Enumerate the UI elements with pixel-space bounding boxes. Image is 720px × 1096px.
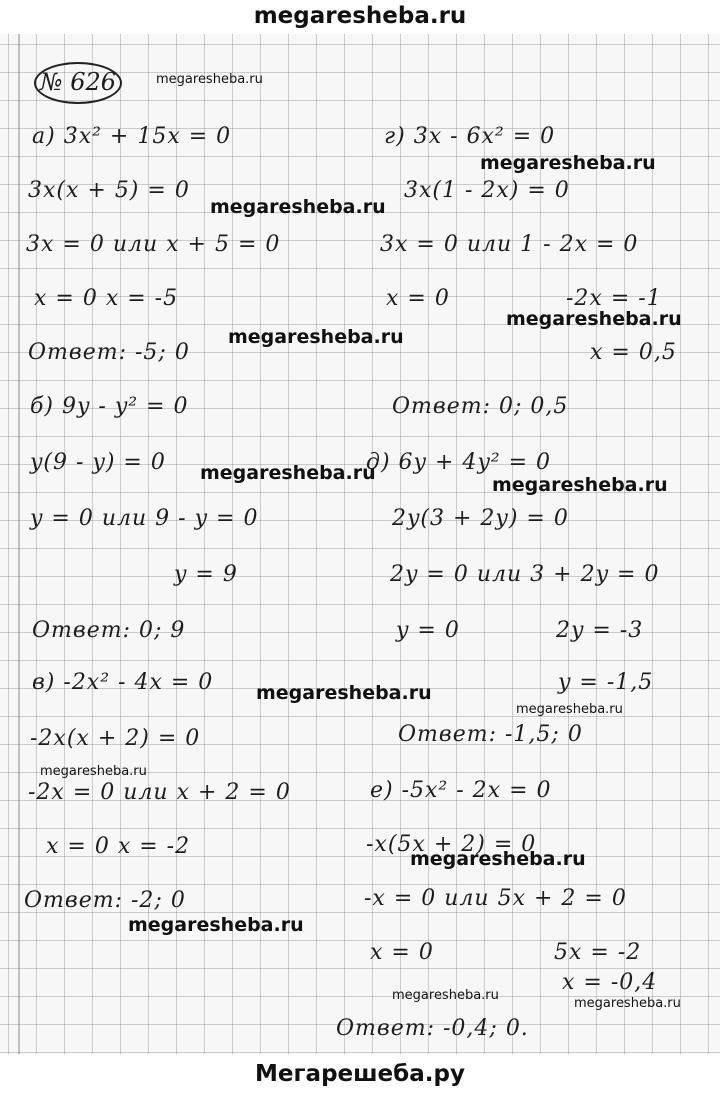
right-line-3: 3x = 0 или 1 - 2x = 0: [380, 232, 639, 257]
right-line-7: Ответ: 0; 0,5: [392, 394, 569, 419]
right-line-11: y = 0: [396, 618, 460, 643]
left-line-4: x = 0 x = -5: [34, 286, 179, 311]
left-line-9: y = 9: [174, 562, 238, 587]
watermark-8: megaresheba.ru: [256, 682, 432, 704]
watermark-7: megaresheba.ru: [492, 474, 668, 496]
watermark-1: megaresheba.ru: [156, 72, 263, 87]
left-line-14: x = 0 x = -2: [46, 834, 191, 859]
right-line-14: Ответ: -1,5; 0: [398, 722, 583, 747]
left-line-12: -2x(x + 2) = 0: [30, 726, 201, 751]
site-footer: Мегарешеба.ру: [0, 1054, 720, 1096]
site-header: megaresheba.ru: [0, 0, 720, 34]
right-line-19: 5x = -2: [554, 940, 642, 965]
right-line-1: г) 3x - 6x² = 0: [384, 124, 556, 149]
watermark-12: megaresheba.ru: [128, 914, 304, 936]
right-line-4: x = 0: [386, 286, 450, 311]
right-line-5: -2x = -1: [566, 286, 662, 311]
watermark-4: megaresheba.ru: [228, 326, 404, 348]
left-line-3: 3x = 0 или x + 5 = 0: [26, 232, 281, 257]
right-line-12: 2y = -3: [556, 618, 644, 643]
watermark-9: megaresheba.ru: [516, 702, 623, 717]
right-line-18: x = 0: [370, 940, 434, 965]
left-line-1: а) 3x² + 15x = 0: [32, 124, 232, 149]
watermark-3: megaresheba.ru: [210, 196, 386, 218]
left-line-5: Ответ: -5; 0: [28, 340, 190, 365]
watermark-2: megaresheba.ru: [480, 152, 656, 174]
right-line-20: x = -0,4: [562, 970, 658, 995]
watermark-6: megaresheba.ru: [200, 462, 376, 484]
left-line-11: в) -2x² - 4x = 0: [32, 670, 214, 695]
right-line-13: y = -1,5: [558, 670, 654, 695]
right-line-15: е) -5x² - 2x = 0: [370, 778, 552, 803]
watermark-10: megaresheba.ru: [40, 764, 147, 779]
problem-number: № 626: [39, 68, 117, 96]
right-line-17: -x = 0 или 5x + 2 = 0: [364, 886, 627, 911]
left-line-10: Ответ: 0; 9: [32, 618, 186, 643]
right-line-10: 2y = 0 или 3 + 2y = 0: [390, 562, 660, 587]
left-line-6: б) 9y - y² = 0: [30, 394, 189, 419]
watermark-11: megaresheba.ru: [410, 848, 586, 870]
watermark-14: megaresheba.ru: [574, 996, 681, 1011]
right-line-16: -x(5x + 2) = 0: [366, 832, 537, 857]
left-line-7: y(9 - y) = 0: [30, 450, 166, 475]
right-line-8: д) 6y + 4y² = 0: [366, 450, 552, 475]
right-line-6: x = 0,5: [590, 340, 677, 365]
right-line-2: 3x(1 - 2x) = 0: [404, 178, 570, 203]
watermark-5: megaresheba.ru: [506, 308, 682, 330]
left-line-2: 3x(x + 5) = 0: [28, 178, 190, 203]
left-line-8: y = 0 или 9 - y = 0: [30, 506, 259, 531]
left-line-15: Ответ: -2; 0: [24, 888, 186, 913]
sheet-margin-line: [18, 34, 20, 1054]
left-line-13: -2x = 0 или x + 2 = 0: [28, 780, 291, 805]
watermark-13: megaresheba.ru: [392, 988, 499, 1003]
problem-number-badge: [34, 62, 122, 104]
right-line-21: Ответ: -0,4; 0.: [336, 1016, 529, 1041]
right-line-9: 2y(3 + 2y) = 0: [392, 506, 569, 531]
